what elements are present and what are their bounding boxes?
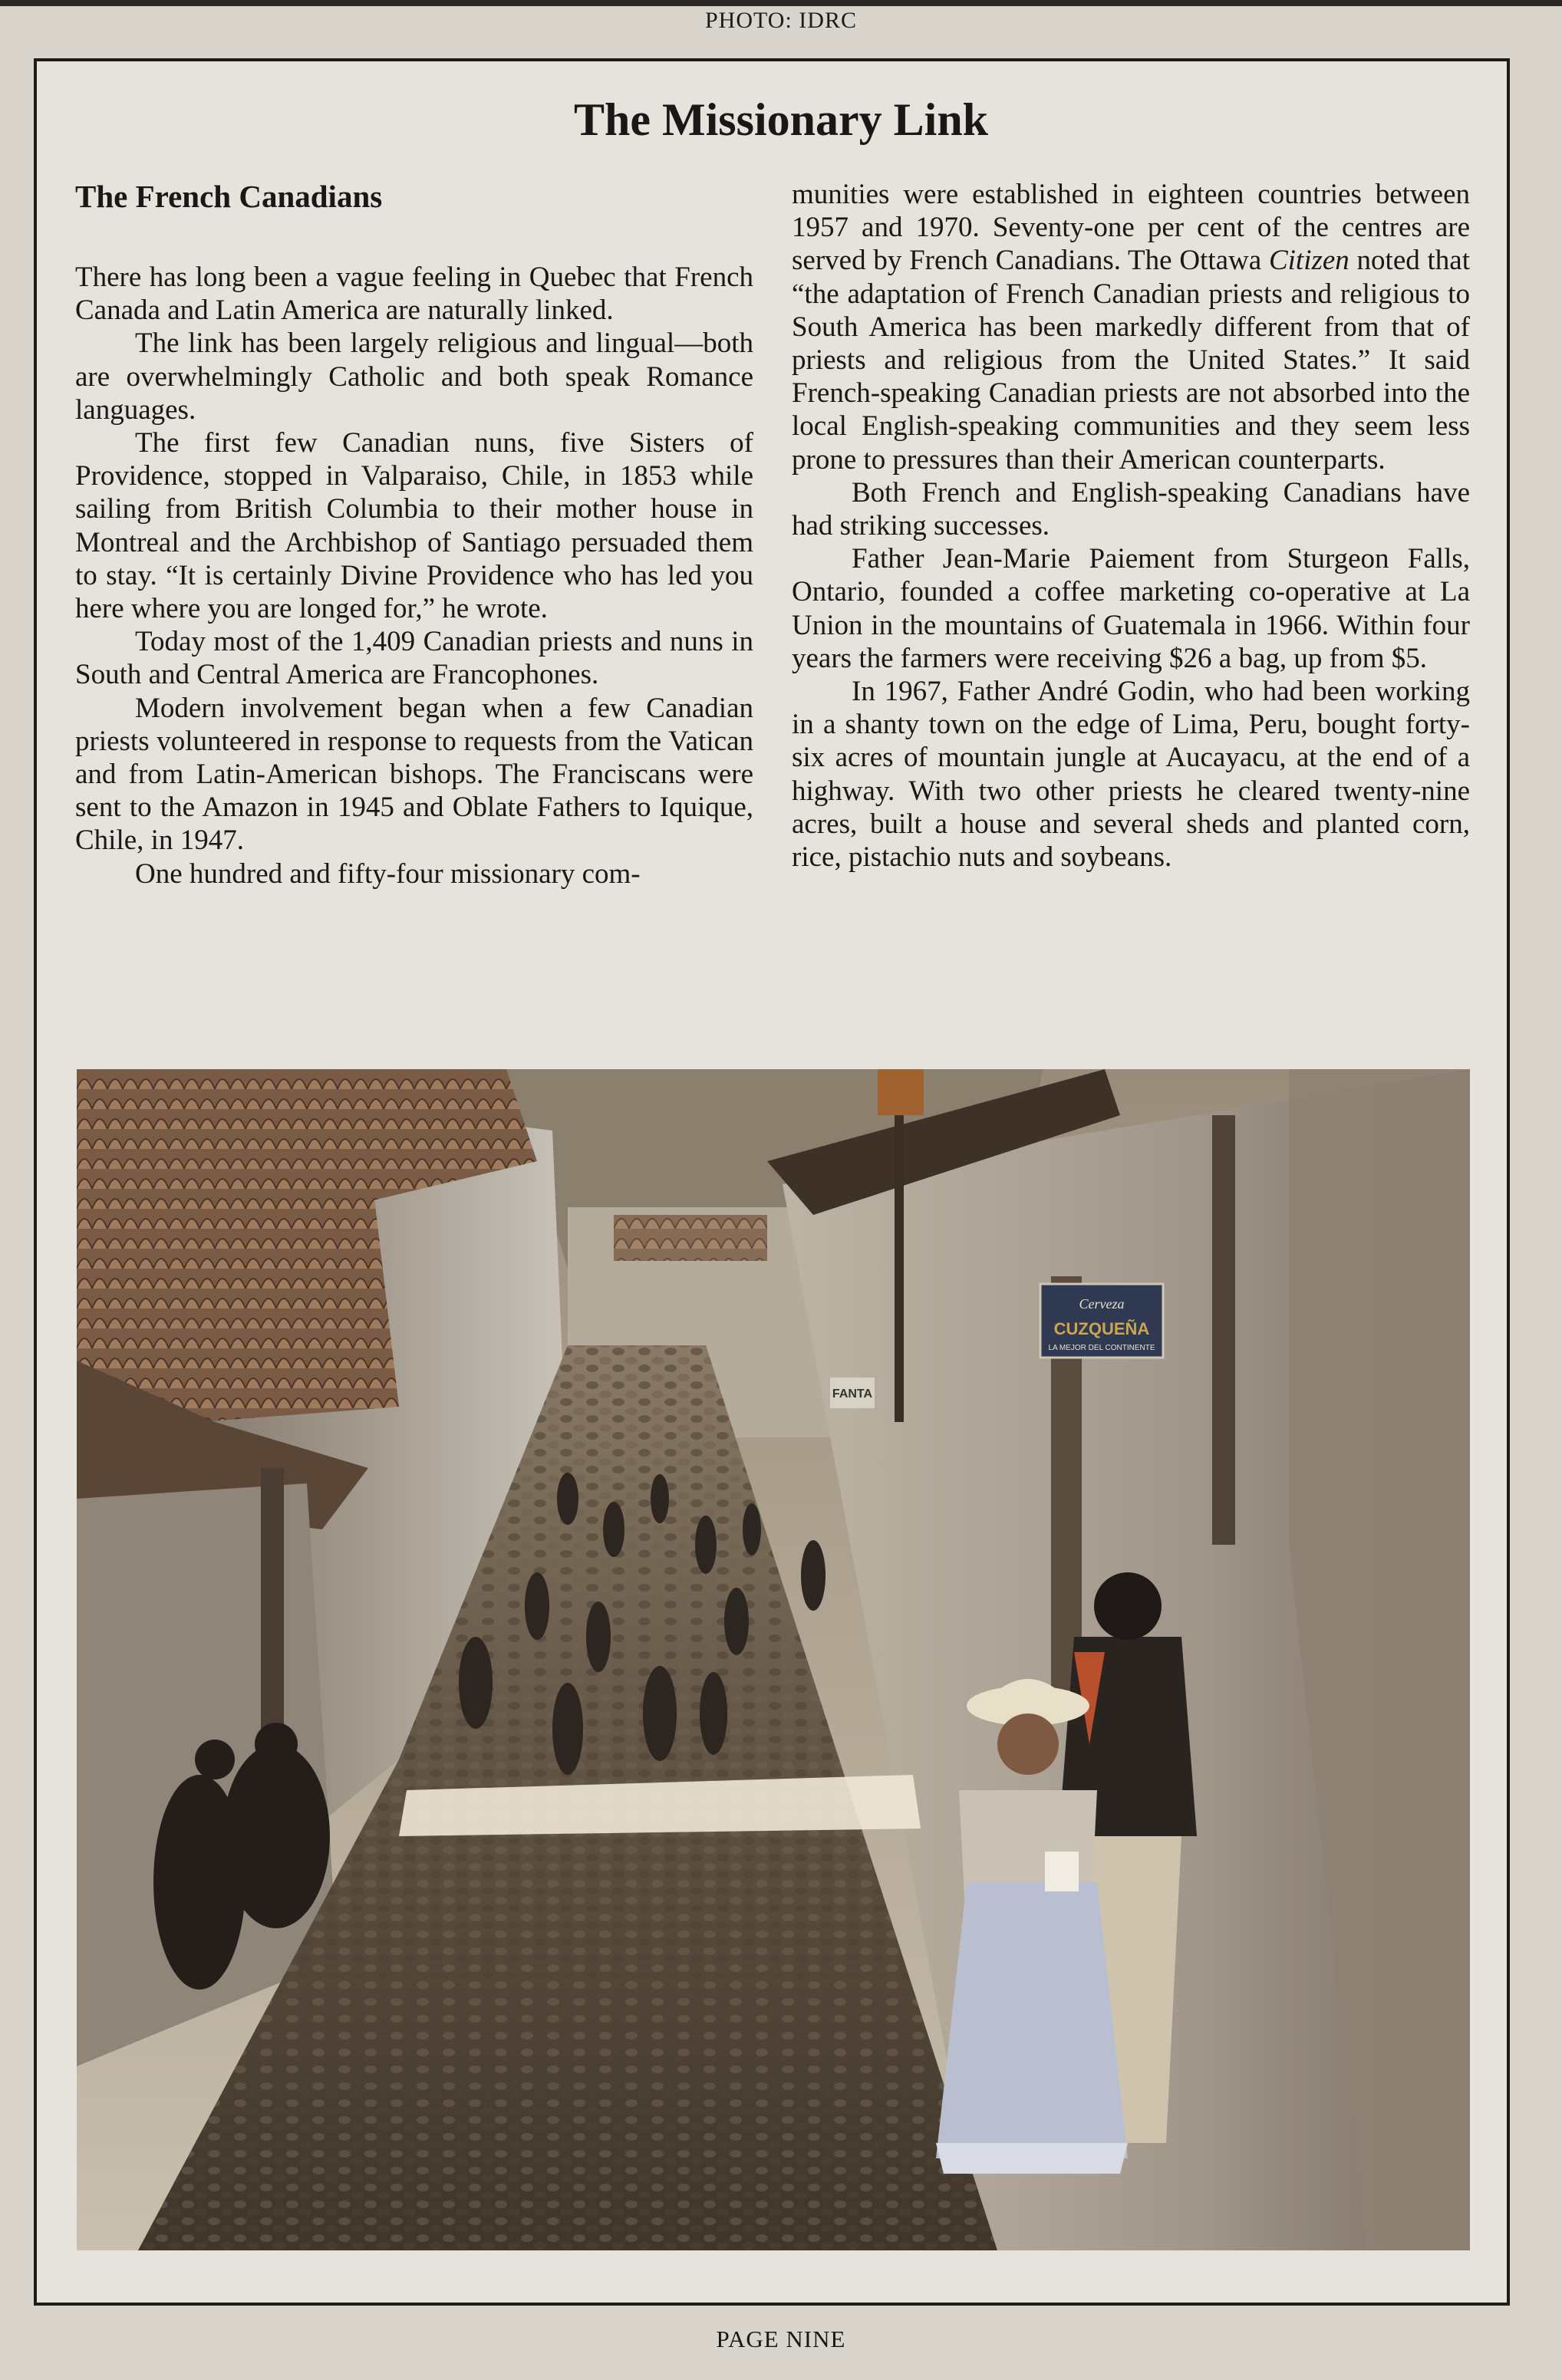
shop-sign-text: Cerveza [1079, 1296, 1125, 1312]
left-column [75, 178, 753, 890]
shop-sign-text: LA MEJOR DEL CONTINENTE [1048, 1344, 1155, 1352]
photo-credit: PHOTO: IDRC [705, 8, 857, 33]
right-column [792, 178, 1470, 874]
newspaper-name: Citizen [1268, 245, 1349, 277]
paragraph: The first few Canadian nuns, five Sisters of Providence, stopped in Valparaiso, Chile, in 1853 while sailing from British Columbia to their mother house in Montreal and the Archbishop of Santiago persuaded them to stay. “It is certainly Divine Providence who has led you here where you are longed for,” he wrote. [75, 427, 753, 625]
street-scene-illustration [77, 1069, 1470, 2250]
paragraph: The link has been largely religious and lingual—both are overwhelmingly Catholic and both speak Romance languages. [75, 328, 753, 426]
text-run: noted that “the adaptation of French Canadian priests and religious to South America has been markedly different from that of priests and religious from the United States.” It said French-speaking Canadian priests are not absorbed into the local English-speaking communities and they seem less prone to pressures than their American counterparts. [792, 245, 1471, 476]
paragraph: Today most of the 1,409 Canadian priests and nuns in South and Central America are Francophones. [75, 626, 753, 691]
paragraph: Both French and English-speaking Canadians have had striking successes. [792, 476, 1470, 542]
paragraph: In 1967, Father André Godin, who had been working in a shanty town on the edge of Lima, Peru, bought forty-six acres of mountain jungle at Aucayacu, at the end of a highway. With two other priests he cleared twenty-nine acres, built a house and several sheds and planted corn, rice, pistachio nuts and soybeans. [792, 676, 1470, 874]
section-heading: The French Canadians [75, 179, 383, 214]
paragraph: Modern involvement began when a few Canadian priests volunteered in response to requests from the Vatican and from Latin-American bishops. The Franciscans were sent to the Amazon in 1945 and Oblate Fathers to Iquique, Chile, in 1947. [75, 692, 753, 857]
street-photo [77, 1069, 1470, 2250]
paragraph: Father Jean-Marie Paiement from Sturgeon Falls, Ontario, founded a coffee marketing co-operative at La Union in the mountains of Guatemala in 1966. Within four years the farmers were receiving $26 a bag, up from $5. [792, 543, 1470, 674]
top-edge-bar [0, 0, 1562, 6]
paragraph [792, 178, 1470, 476]
paragraph: There has long been a vague feeling in Quebec that French Canada and Latin America are naturally linked. [75, 262, 753, 327]
page-number: PAGE NINE [716, 2326, 846, 2352]
wall-sign-text: FANTA [832, 1388, 873, 1401]
paragraph: One hundred and fifty-four missionary com- [135, 858, 641, 890]
shop-sign-text: CUZQUEÑA [1053, 1319, 1150, 1338]
text-run: munities were established in eighteen countries between 1957 and 1970. Seventy-one per cent of the centres are served by French Canadians. The Ottawa [792, 179, 1470, 277]
page-title: The Missionary Link [573, 94, 989, 145]
